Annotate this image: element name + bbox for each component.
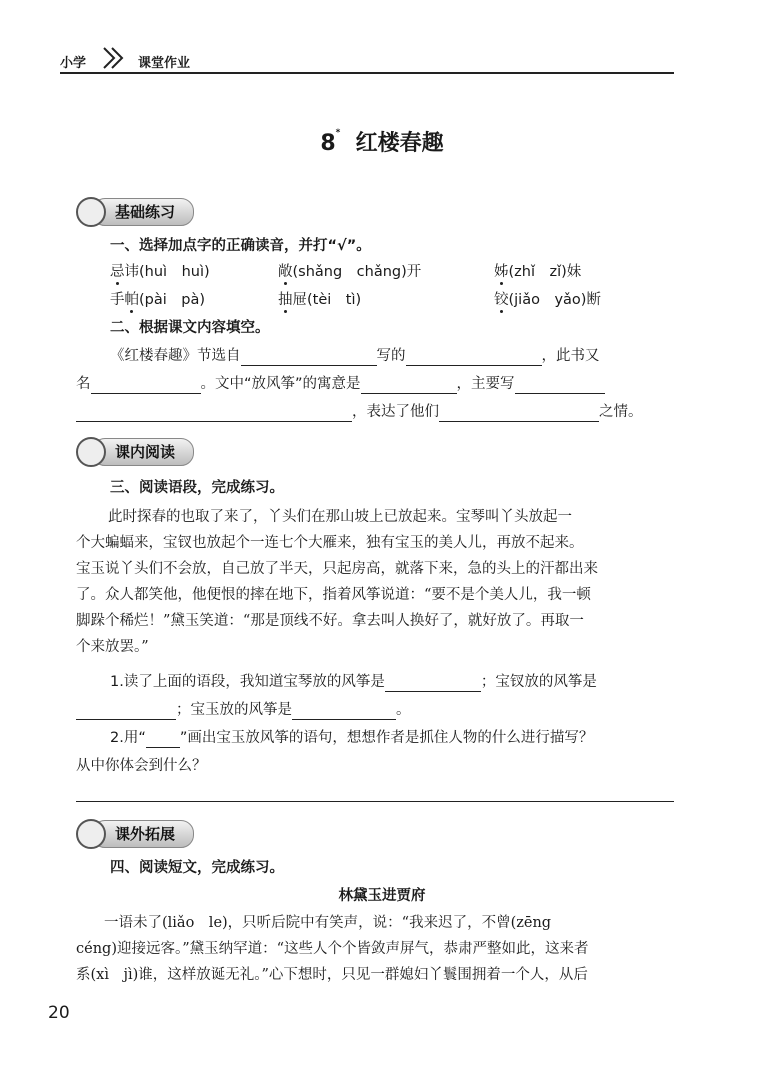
badge-label: 课内阅读 [92, 438, 194, 466]
blank-field[interactable] [241, 349, 377, 366]
lesson-title: 红楼春趣 [355, 131, 444, 156]
q1-item-1: 忌讳(huì huì) [110, 264, 210, 280]
header-section: 课堂作业 [138, 56, 191, 71]
q3-passage: 此时探春的也取了来了，丫头们在那山坡上已放起来。宝琴叫丫头放起一 个大蝙蝠来，宝钗也放起个一连七个大雁来，独有宝玉的美人儿，再放不起来。 宝玉说丫头们不会放，自己放了半天，只起房高，就落下来，急的头上的汗都出来 了。众人都笑他，他便恨的摔在地下，指着风筝说道：“要不是个美人儿，我一顿 脚跺个稀烂！”黛玉笑道：“那是顶线不好。拿去叫人换好了，就好放了。再取一 个来放罢。” [76, 509, 598, 655]
q1-item-5: 抽屉(tèi tì) [278, 292, 362, 308]
optional-mark: * [335, 128, 341, 138]
q2-prompt: 二、根据课文内容填空。 [110, 320, 270, 336]
q1-item-2: 敞(shǎng chǎng)开 [278, 264, 422, 280]
blank-field[interactable] [361, 377, 457, 394]
blank-field[interactable] [439, 405, 599, 422]
page-title [0, 126, 764, 157]
q1-item-6: 铰(jiǎo yǎo)断 [494, 292, 601, 308]
section-badge-reading [76, 436, 194, 468]
q2-line-2: 名 。文中“放风筝”的寓意是 ，主要写 [76, 374, 605, 394]
q3-prompt: 三、阅读语段，完成练习。 [110, 480, 284, 496]
lesson-number: 8 [320, 131, 336, 156]
q3-sub-2: 2.用“ ”画出宝玉放风筝的语句，想想作者是抓住人物的什么进行描写？ [110, 730, 594, 746]
q1-item-4: 手帕(pài pà) [110, 292, 206, 308]
q4-prompt: 四、阅读短文，完成练习。 [110, 860, 284, 876]
blank-field[interactable] [385, 675, 481, 692]
q3-sub-1: 1.读了上面的语段，我知道宝琴放的风筝是 ；宝钗放的风筝是 [110, 674, 597, 690]
blank-field[interactable] [91, 377, 201, 394]
q4-subtitle: 林黛玉进贾府 [338, 888, 426, 904]
answer-line[interactable] [76, 801, 674, 802]
q2-line-1: 《红楼春趣》节选自 写的 ，此书又 [110, 348, 600, 364]
section-badge-extension [76, 818, 194, 850]
q3-sub-1-cont: ；宝玉放的风筝是 。 [76, 700, 411, 720]
page-number: 20 [48, 1003, 70, 1023]
q4-passage: 一语未了(liǎo le)，只听后院中有笑声，说：“我来迟了，不曾(zēng céng)迎接远客。”黛玉纳罕道：“这些人个个皆敛声屏气，恭肃严整如此，这来者 系(xì jì)谁，这样放诞无礼。”心下想时，只见一群媳妇丫鬟围拥着一个人，从后 [76, 915, 589, 983]
section-badge-basic [76, 196, 194, 228]
blank-field[interactable] [76, 703, 176, 720]
badge-label: 课外拓展 [92, 820, 194, 848]
badge-label: 基础练习 [92, 198, 194, 226]
q2-line-3: ，表达了他们 之情。 [76, 402, 643, 422]
cat-icon [76, 819, 106, 849]
chevron-icon [100, 44, 132, 72]
header-rule [60, 72, 674, 74]
blank-field[interactable] [292, 703, 396, 720]
q3-sub-2-cont: 从中你体会到什么？ [76, 758, 207, 774]
cat-icon [76, 437, 106, 467]
header-level: 小学 [60, 56, 87, 71]
underline-sample [146, 731, 180, 748]
blank-field[interactable] [515, 377, 605, 394]
q1-item-3: 姊(zhǐ zǐ)妹 [494, 264, 582, 280]
blank-field[interactable] [76, 405, 352, 422]
q1-prompt: 一、选择加点字的正确读音，并打“√”。 [110, 238, 371, 254]
blank-field[interactable] [406, 349, 542, 366]
cat-icon [76, 197, 106, 227]
